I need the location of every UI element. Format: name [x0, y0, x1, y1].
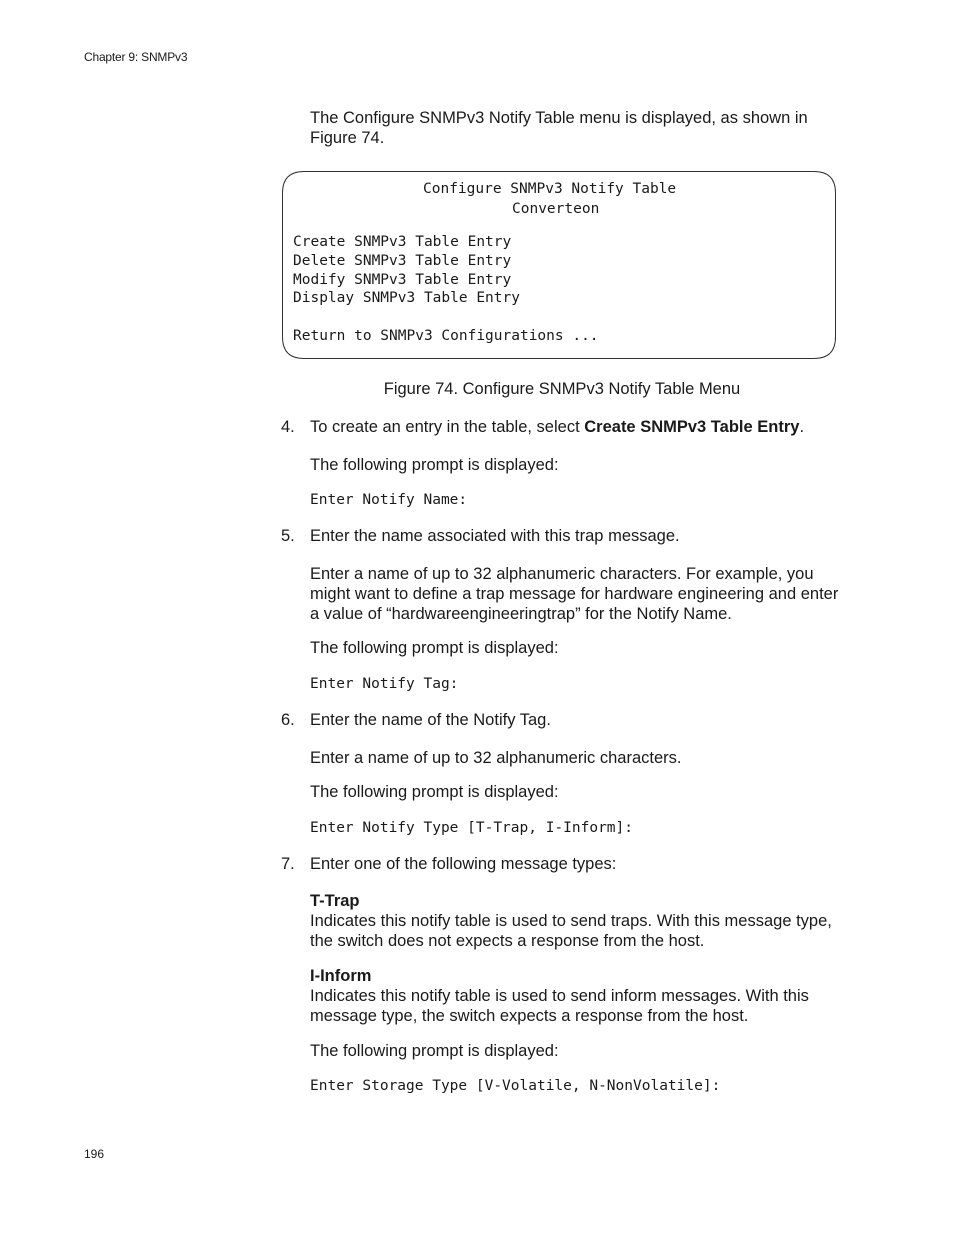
- step-5-prompt: Enter Notify Tag:: [310, 676, 459, 692]
- menu-item-display: Display SNMPv3 Table Entry: [293, 290, 520, 306]
- step-5-detail: Enter a name of up to 32 alphanumeric characters. For example, you might want to define a trap message for hardware engineering and enter a value of “hardwareengineeringtrap” for the Notify Name.: [310, 565, 839, 623]
- step-7-prompt-label: The following prompt is displayed:: [310, 1042, 559, 1060]
- menu-item-delete: Delete SNMPv3 Table Entry: [293, 253, 512, 269]
- step-4-text: To create an entry in the table, select Create SNMPv3 Table Entry.: [310, 418, 805, 436]
- ttrap-description: Indicates this notify table is used to send traps. With this message type, the switch does not expects a response from the host.: [310, 912, 832, 950]
- figure-caption: Figure 74. Configure SNMPv3 Notify Table Menu: [383, 380, 741, 398]
- step-6-number: 6.: [281, 711, 295, 729]
- iinform-term: I-Inform: [310, 967, 372, 985]
- intro-paragraph: The Configure SNMPv3 Notify Table menu is displayed, as shown in Figure 74.: [310, 109, 808, 147]
- step-7-prompt: Enter Storage Type [V-Volatile, N-NonVolatile]:: [310, 1078, 721, 1094]
- ttrap-term: T-Trap: [310, 892, 360, 910]
- step-6-detail: Enter a name of up to 32 alphanumeric characters.: [310, 749, 682, 767]
- step-5-number: 5.: [281, 527, 295, 545]
- step-4-prompt: Enter Notify Name:: [310, 492, 468, 508]
- menu-item-return: Return to SNMPv3 Configurations ...: [293, 328, 599, 344]
- step-5-text: Enter the name associated with this trap message.: [310, 527, 680, 545]
- menu-screen-figure: [282, 171, 836, 359]
- step-5-prompt-label: The following prompt is displayed:: [310, 639, 559, 657]
- step-6-prompt: Enter Notify Type [T-Trap, I-Inform]:: [310, 820, 634, 836]
- step-4-prompt-label: The following prompt is displayed:: [310, 456, 559, 474]
- step-4-number: 4.: [281, 418, 295, 436]
- page-number: 196: [84, 1147, 105, 1161]
- screen-subtitle: Converteon: [512, 201, 600, 217]
- menu-item-create: Create SNMPv3 Table Entry: [293, 234, 512, 250]
- step-7-text: Enter one of the following message types:: [310, 855, 617, 873]
- running-header: Chapter 9: SNMPv3: [84, 50, 188, 64]
- step-6-prompt-label: The following prompt is displayed:: [310, 783, 559, 801]
- iinform-description: Indicates this notify table is used to send inform messages. With this message type, the switch expects a response from the host.: [310, 987, 809, 1025]
- step-7-number: 7.: [281, 855, 295, 873]
- step-6-text: Enter the name of the Notify Tag.: [310, 711, 551, 729]
- menu-item-modify: Modify SNMPv3 Table Entry: [293, 272, 512, 288]
- screen-title: Configure SNMPv3 Notify Table: [423, 181, 677, 197]
